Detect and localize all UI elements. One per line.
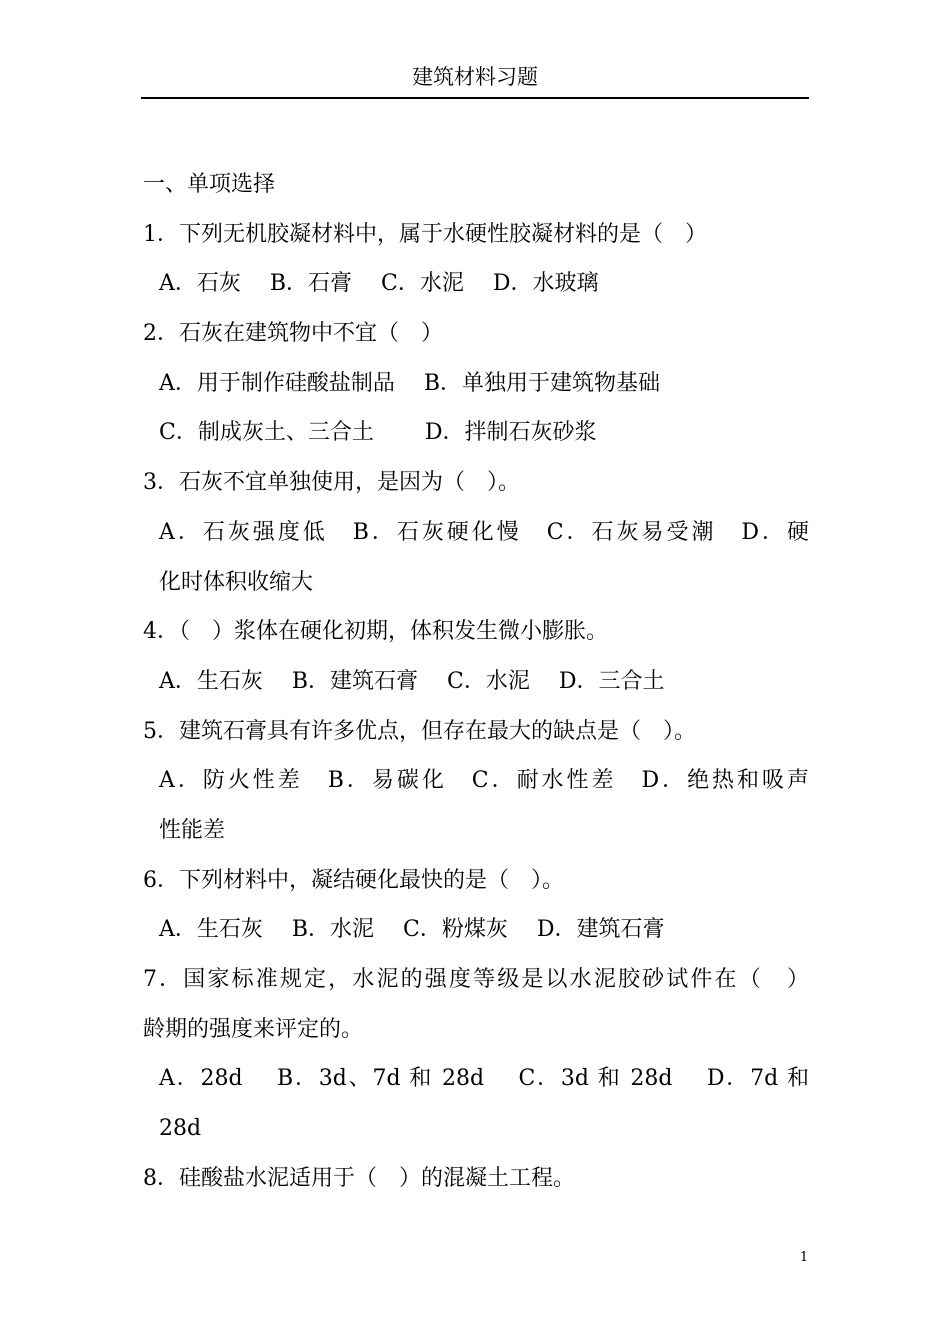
question-6-options: A．生石灰 B．水泥 C．粉煤灰 D．建筑石膏	[159, 917, 665, 943]
question-4-options: A．生石灰 B．建筑石膏 C．水泥 D．三合土	[159, 668, 665, 694]
section-heading: 一、单项选择	[143, 172, 276, 197]
question-7-options-continued: 28d	[159, 1116, 202, 1142]
question-7-continued: 龄期的强度来评定的。	[143, 1016, 364, 1042]
question-5-options-continued: 性能差	[159, 817, 226, 843]
question-5-options: A．防火性差 B．易碳化 C．耐水性差 D．绝热和吸声	[159, 768, 809, 794]
question-4: 4．（ ）浆体在硬化初期，体积发生微小膨胀。	[143, 619, 608, 645]
question-2-options-cd: C．制成灰土、三合土 D．拌制石灰砂浆	[159, 420, 597, 446]
question-2: 2．石灰在建筑物中不宜（ ）	[143, 321, 443, 347]
question-3-options: A．石灰强度低 B．石灰硬化慢 C．石灰易受潮 D．硬	[159, 519, 809, 545]
question-3: 3．石灰不宜单独使用，是因为（ ）。	[143, 470, 520, 496]
question-1-options: A．石灰 B．石膏 C．水泥 D．水玻璃	[159, 271, 599, 297]
question-2-options-ab: A．用于制作硅酸盐制品 B．单独用于建筑物基础	[159, 370, 661, 396]
page-number: 1	[799, 1250, 809, 1265]
question-3-options-continued: 化时体积收缩大	[159, 569, 314, 595]
document-body	[143, 166, 809, 1209]
question-5: 5．建筑石膏具有许多优点，但存在最大的缺点是（ ）。	[143, 718, 696, 744]
question-1: 1．下列无机胶凝材料中，属于水硬性胶凝材料的是（ ）	[143, 221, 707, 247]
question-7-options: A．28d B．3d、7d 和 28d C．3d 和 28d D．7d 和	[159, 1066, 809, 1092]
question-7: 7．国家标准规定，水泥的强度等级是以水泥胶砂试件在（ ）	[143, 967, 809, 992]
question-8: 8．硅酸盐水泥适用于（ ）的混凝土工程。	[143, 1165, 575, 1191]
header-rule	[141, 97, 809, 99]
page-header-title: 建筑材料习题	[412, 65, 538, 89]
question-6: 6．下列材料中，凝结硬化最快的是（ ）。	[143, 867, 564, 893]
